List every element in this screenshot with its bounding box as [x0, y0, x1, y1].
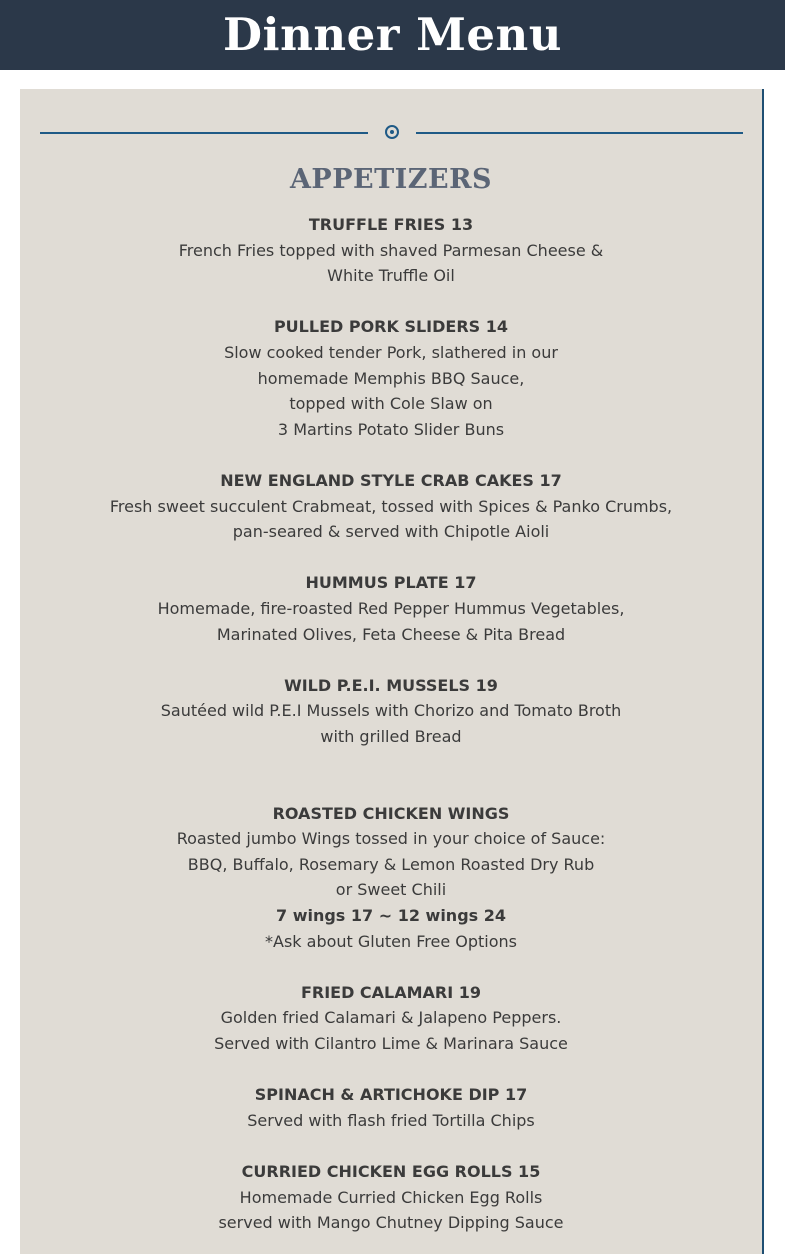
- menu-item-hummus-plate: [20, 570, 762, 647]
- menu-item-description-line: Served with flash fried Tortilla Chips: [247, 1110, 535, 1130]
- menu-item-description-line: Marinated Olives, Feta Cheese & Pita Bread: [216, 624, 566, 644]
- page-title: Dinner Menu: [223, 8, 562, 61]
- menu-item-description-line: Sautéed wild P.E.I Mussels with Chorizo and Tomato Broth: [160, 701, 622, 721]
- divider-line-left: [40, 132, 368, 134]
- menu-item-name: PULLED PORK SLIDERS 14: [273, 317, 509, 337]
- item-spacer: [20, 545, 762, 571]
- item-spacer: [20, 647, 762, 673]
- menu-item-price-line: 7 wings 17 ~ 12 wings 24: [275, 906, 507, 926]
- page-header: [0, 0, 785, 70]
- menu-item-description-line: 3 Martins Potato Slider Buns: [277, 419, 505, 439]
- item-spacer: [20, 1057, 762, 1083]
- section-title: APPETIZERS: [289, 164, 493, 195]
- section-divider: [40, 124, 743, 144]
- menu-item-description-line: Homemade, fire-roasted Red Pepper Hummus Vegetables,: [157, 598, 625, 618]
- item-spacer: [20, 954, 762, 980]
- menu-item-crab-cakes: [20, 468, 762, 545]
- menu-item-pulled-pork-sliders: [20, 314, 762, 442]
- menu-item-description-line: with grilled Bread: [320, 726, 462, 746]
- menu-items-list: [20, 212, 762, 1236]
- item-spacer: [20, 775, 762, 801]
- menu-item-name: CURRIED CHICKEN EGG ROLLS 15: [241, 1161, 541, 1181]
- menu-item-name: SPINACH & ARTICHOKE DIP 17: [254, 1085, 528, 1105]
- menu-item-fried-calamari: [20, 980, 762, 1057]
- menu-item-description-line: Roasted jumbo Wings tossed in your choice of Sauce:: [176, 829, 606, 849]
- menu-item-description-line: BBQ, Buffalo, Rosemary & Lemon Roasted Dry Rub: [187, 854, 595, 874]
- menu-item-description-line: served with Mango Chutney Dipping Sauce: [218, 1213, 564, 1233]
- menu-item-description-line: or Sweet Chili: [335, 880, 447, 900]
- menu-item-name: FRIED CALAMARI 19: [300, 982, 482, 1002]
- menu-item-description-line: Homemade Curried Chicken Egg Rolls: [239, 1187, 543, 1207]
- menu-item-curried-chicken-egg-rolls: [20, 1159, 762, 1236]
- menu-item-name: HUMMUS PLATE 17: [305, 573, 477, 593]
- menu-item-spinach-artichoke-dip: [20, 1082, 762, 1133]
- menu-item-description-line: White Truffle Oil: [327, 266, 455, 286]
- item-spacer: [20, 1133, 762, 1159]
- menu-item-name: TRUFFLE FRIES 13: [308, 215, 474, 234]
- menu-item-description-line: topped with Cole Slaw on: [289, 394, 493, 414]
- menu-item-note: *Ask about Gluten Free Options: [265, 931, 517, 951]
- item-spacer: [20, 289, 762, 315]
- menu-item-description-line: homemade Memphis BBQ Sauce,: [257, 368, 525, 388]
- menu-item-description-line: Slow cooked tender Pork, slathered in our: [224, 342, 558, 362]
- divider-line-right: [416, 132, 743, 134]
- menu-item-description-line: Fresh sweet succulent Crabmeat, tossed with Spices & Panko Crumbs,: [109, 496, 673, 516]
- menu-item-description-line: Golden fried Calamari & Jalapeno Peppers.: [220, 1008, 562, 1028]
- menu-item-name: NEW ENGLAND STYLE CRAB CAKES 17: [220, 470, 562, 490]
- menu-item-wild-mussels: [20, 673, 762, 750]
- menu-item-description-line: pan-seared & served with Chipotle Aioli: [232, 522, 550, 542]
- item-spacer: [20, 749, 762, 775]
- menu-item-description-line: Served with Cilantro Lime & Marinara Sauce: [214, 1034, 568, 1053]
- menu-item-name: WILD P.E.I. MUSSELS 19: [284, 675, 498, 695]
- item-spacer: [20, 442, 762, 468]
- circle-dot-icon: [385, 125, 399, 139]
- menu-item-description-line: French Fries topped with shaved Parmesan Cheese &: [178, 240, 604, 260]
- menu-item-name: ROASTED CHICKEN WINGS: [272, 803, 510, 823]
- menu-panel: [20, 89, 764, 1254]
- menu-item-roasted-chicken-wings: [20, 801, 762, 955]
- menu-item-truffle-fries: [20, 212, 762, 289]
